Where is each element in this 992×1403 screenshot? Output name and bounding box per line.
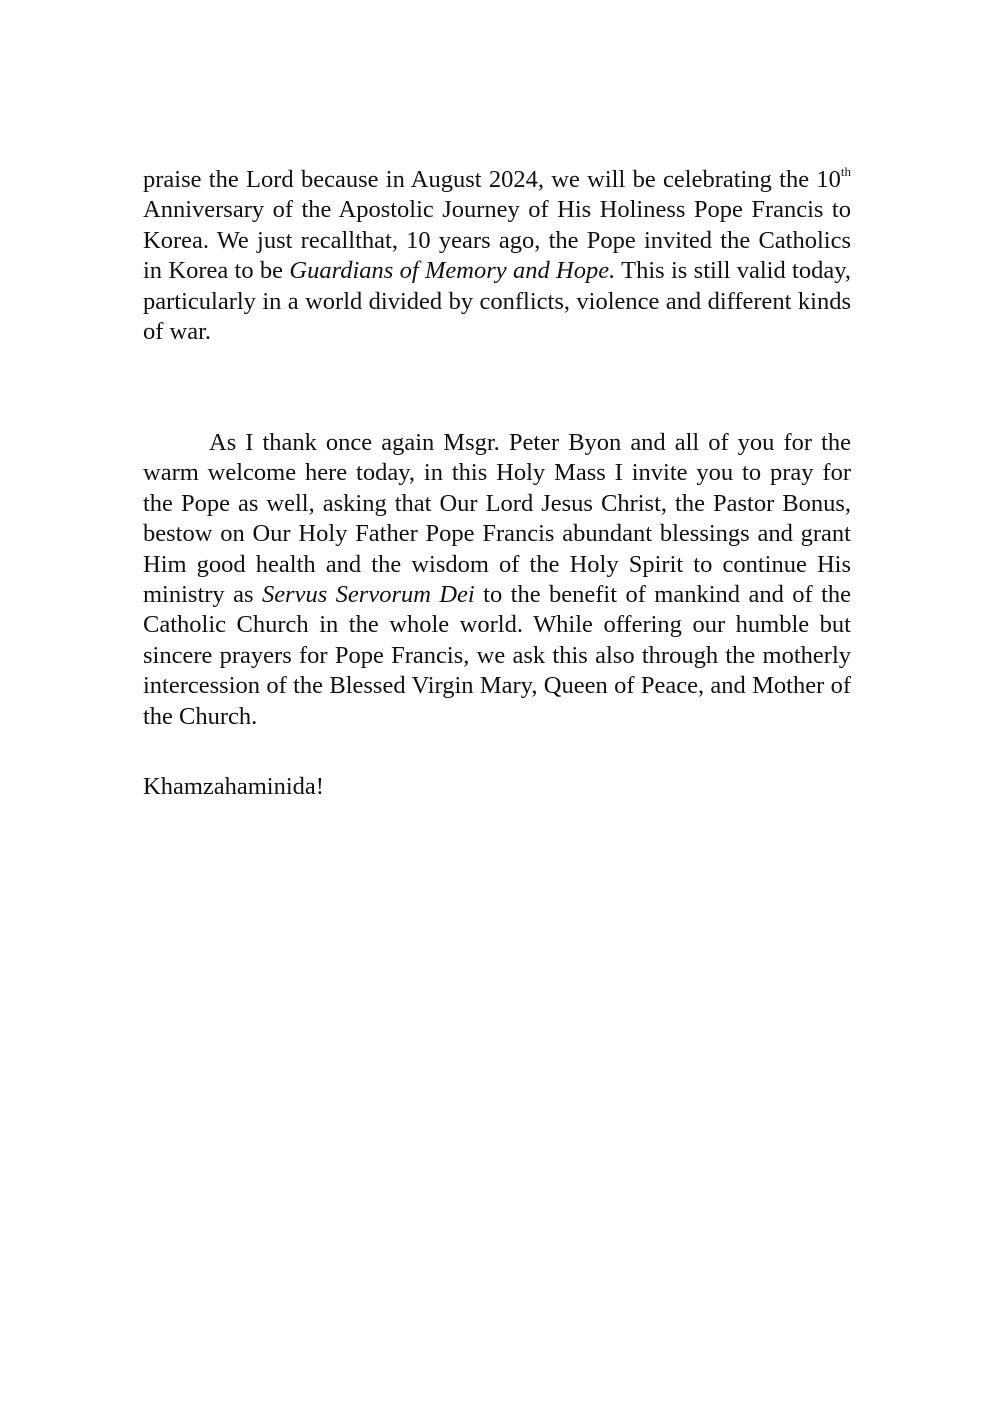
italic-phrase-servus: Servus Servorum Dei: [261, 581, 475, 609]
closing-line: Khamzahaminida!: [143, 773, 324, 800]
paragraph-2-text-b: to the benefit of mankind and of the Catholic Church in the whole world. While offering our humble but sincere prayers for Pope Francis, we ask this also through the motherly intercession of the Blessed Virgin Mary, Queen of Peace, and Mother of the Church.: [143, 581, 852, 730]
italic-phrase-guardians: Guardians of Memory and Hope.: [289, 257, 616, 285]
paragraph-1-text-c: This is still valid today, particularly in a world divided by conflicts, violence and different kinds of war.: [143, 257, 852, 346]
paragraph-1-text-a: praise the Lord because in August 2024, we will be celebrating the 10: [143, 166, 841, 193]
paragraph-thanks-prayer: [143, 428, 851, 732]
paragraph-2-text-a: As I thank once again Msgr. Peter Byon and all of you for the warm welcome here today, in this Holy Mass I invite you to pray for the Pope as well, asking that Our Lord Jesus Christ, the Pastor Bonus, bestow on Our Holy Father Pope Francis abundant blessings and grant Him good health and the wisdom of the Holy Spirit to continue His ministry as: [143, 429, 851, 609]
paragraph-anniversary: [143, 165, 851, 347]
ordinal-superscript: th: [840, 164, 851, 179]
paragraph-1-text-b: Anniversary of the Apostolic Journey of His Holiness Pope Francis to Korea. We just recallthat, 10 years ago, the Pope invited the Catholics in Korea to be: [143, 196, 851, 285]
